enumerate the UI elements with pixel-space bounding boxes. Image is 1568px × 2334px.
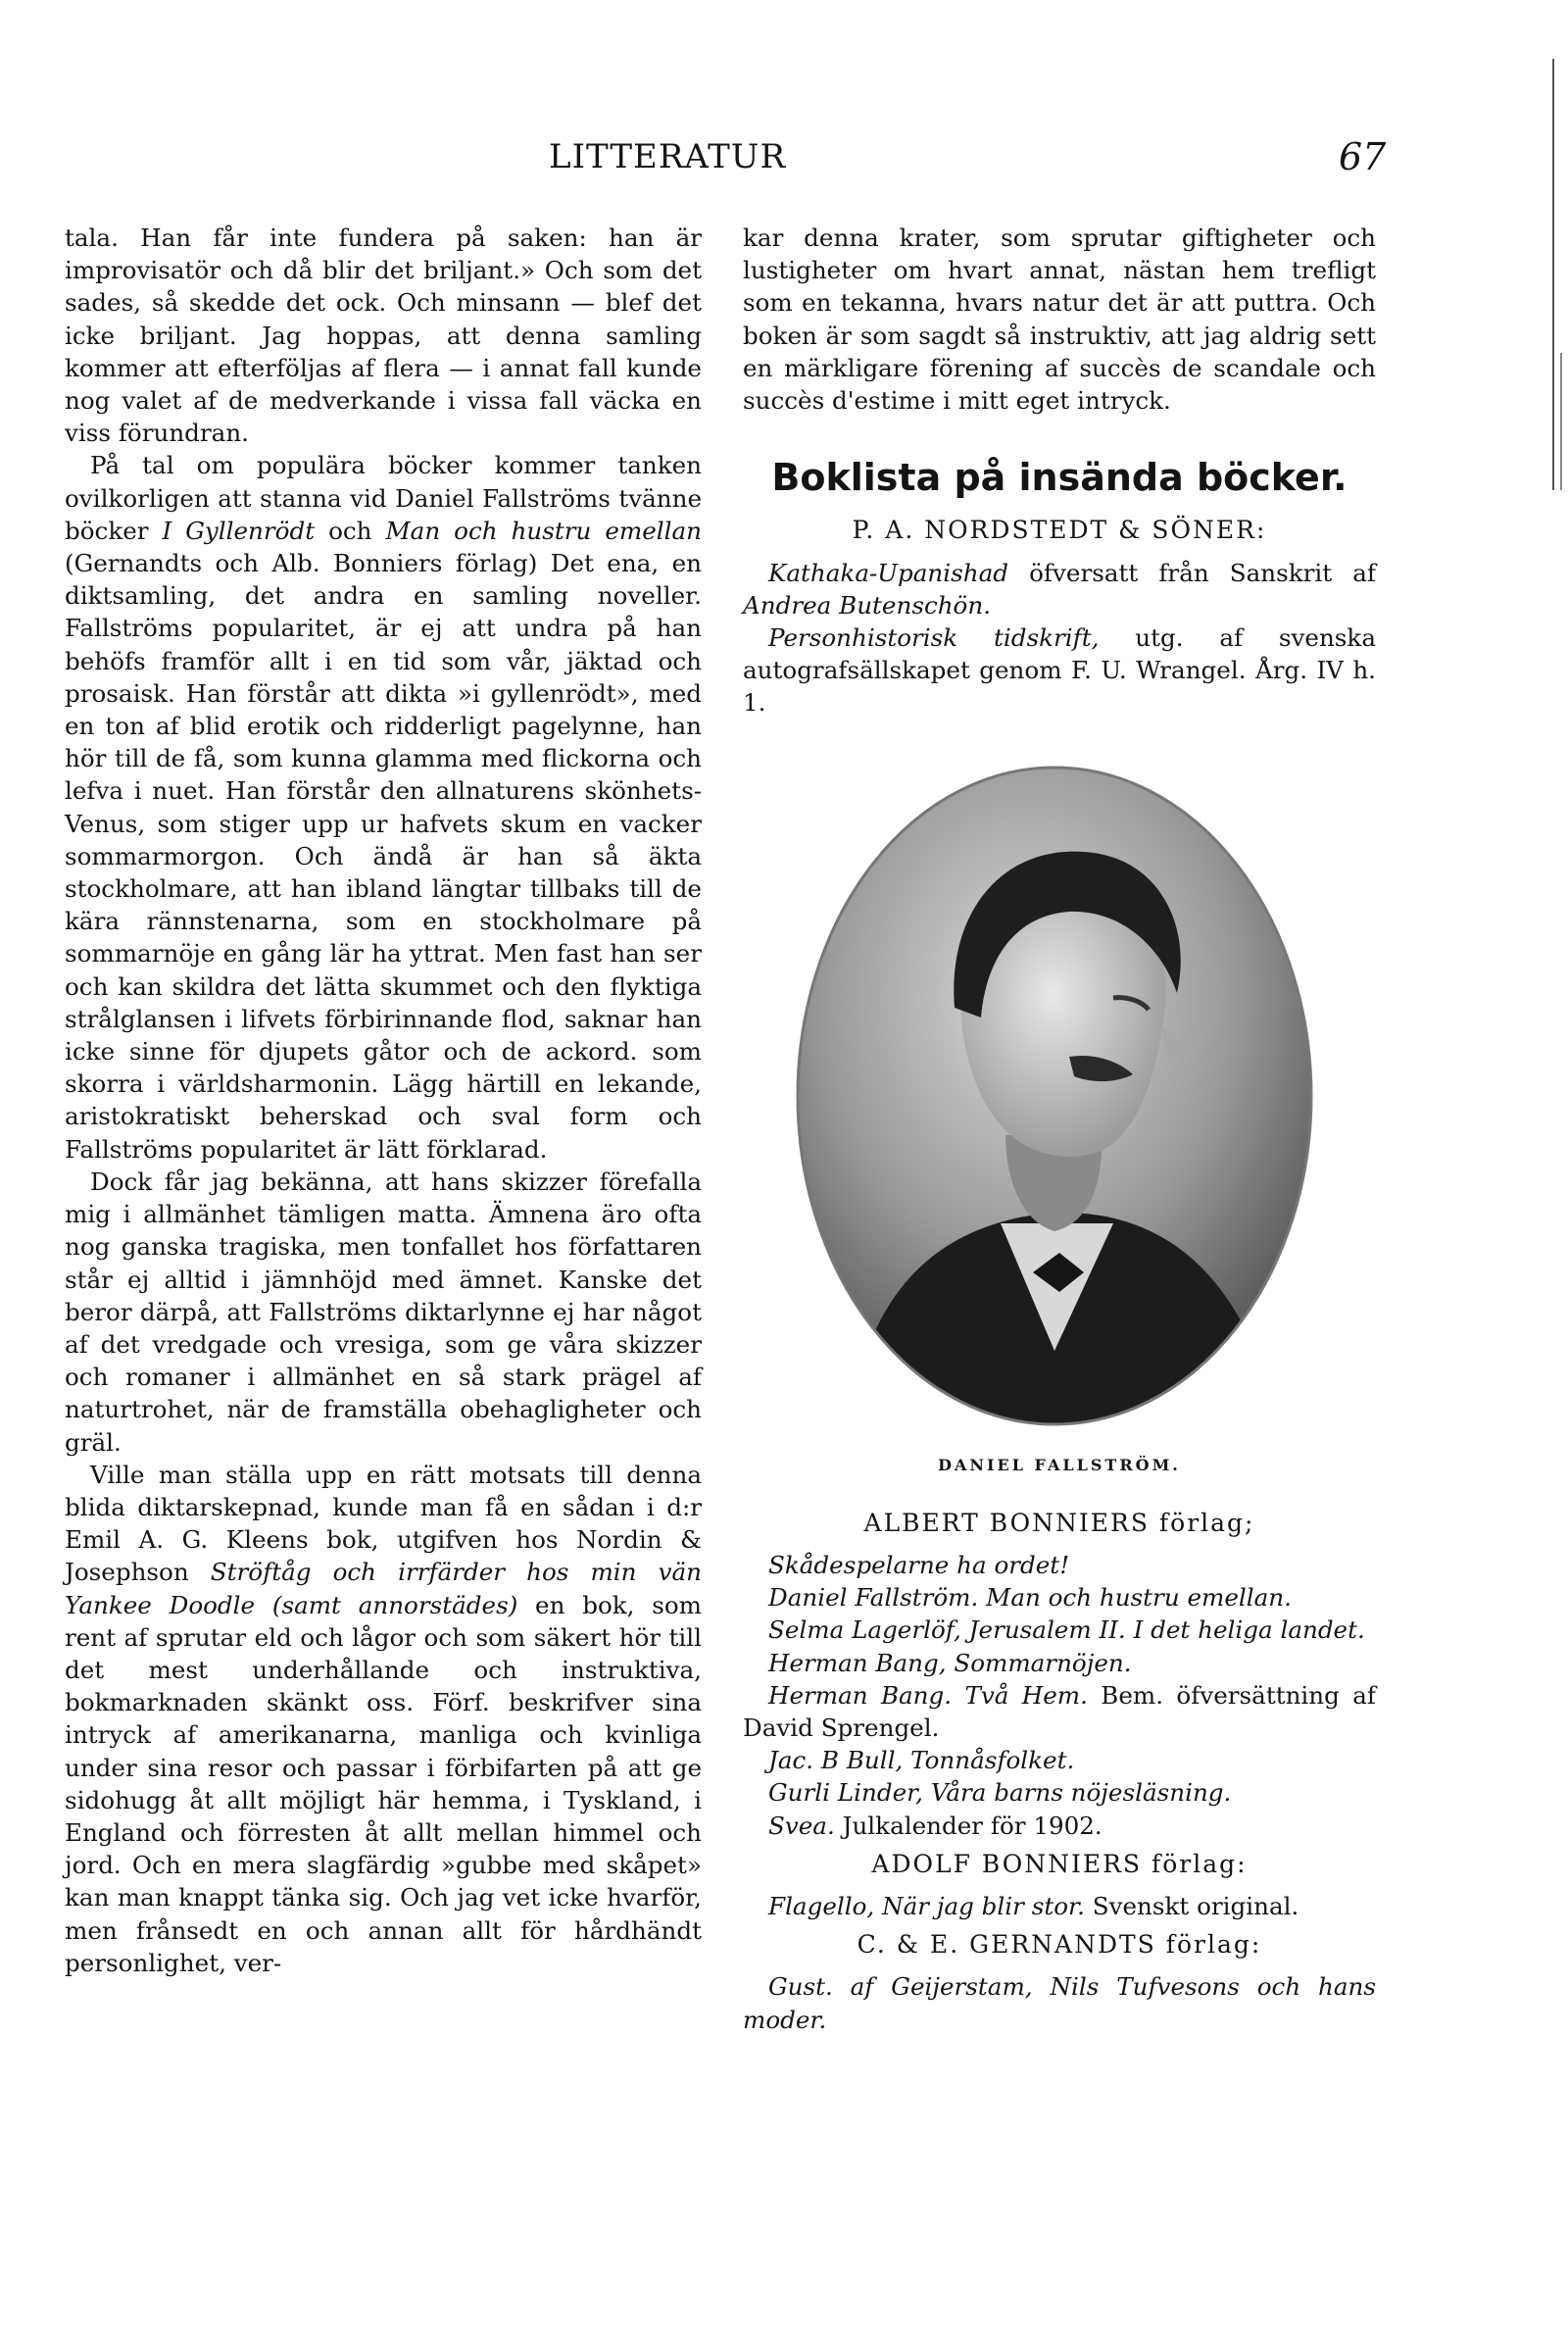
text-run: På tal om populära böcker kommer tanken ovilkorligen att stanna vid Daniel Fallströms tvänne böcker [65,451,702,545]
book-entry [743,557,1376,621]
left-column [65,222,702,1979]
book-title: Flagello, När jag blir stor. [768,1892,1085,1921]
book-entry [743,1890,1376,1922]
book-entry [743,1647,1376,1679]
text-run: (Gernandts och Alb. Bonniers förlag) Det ena, en diktsamling, det andra en samling noveller. Fallströms popularitet, är ej att undra på han behöfs framför allt i en tid som vår, jäktad och prosaisk. Han förstår att dikta »i gyllenrödt», med en ton af blid erotik och ridderligt pagelynne, han hör till de få, som kunna glamma med flickorna och lefva i nuet. Han förstår den allnaturens skönhets-Venus, som stiger upp ur hafvets skum en vacker sommarmorgon. Och ändå är han så äkta stockholmare, att han ibland längtar tillbaks till de kära rännstenarna, som en stockholmare på sommarnöje en gång lär ha yttrat. Men fast han ser och kan skildra det lätta skummet och den flyktiga strålglansen i lifvets förbirinnande flod, saknar han icke sinne för djupets gåtor och de ackord. som skorra i världsharmonin. Lägg härtill en lekande, aristokratiskt beherskad och sval form och Fallströms popularitet är lätt förklarad. [65,549,702,1164]
publisher-heading: ALBERT BONNIERS förlag; [863,1508,1255,1537]
book-entry [743,1776,1376,1809]
portrait-photo [790,763,1319,1429]
book-title: I Gyllenrödt [162,516,316,545]
book-entry [743,621,1376,720]
text-run: utg. af svenska autografsällskapet genom F. U. Wrangel. Årg. IV h. 1. [743,623,1376,718]
text-run: Ville man ställa upp en rätt motsats till denna blida diktarskepnad, kunde man få en sådan i d:r Emil A. G. Kleens bok, utgifven hos Nordin & Josephson [65,1460,702,1587]
book-title: Daniel Fallström. Man och hustru emellan. [768,1583,1292,1613]
book-title: Jac. B Bull, Tonnåsfolket. [768,1746,1075,1775]
book-entry [743,1810,1376,1842]
book-title: Gust. af Geijerstam, Nils Tufvesons och hans moder. [743,1972,1376,2034]
right-column [743,222,1376,2036]
paragraph [65,449,702,1165]
paragraph [65,1459,702,1979]
book-entry [743,1970,1376,2035]
portrait-image [790,763,1319,1429]
text-run: öfversatt från Sanskrit af [1008,558,1376,587]
portrait-caption: DANIEL FALLSTRÖM. [938,1455,1181,1474]
text-run: Svenskt original. [1084,1892,1299,1921]
section-heading: Boklista på insända böcker. [771,456,1348,500]
page-edge-line [1552,59,1554,490]
book-title: Kathaka-Upanishad [768,558,1009,587]
paragraph: tala. Han får inte fundera på saken: han är improvisatör och då blir det briljant.» Och som det sades, så skedde det ock. Och minsann — blef det icke briljant. Jag hoppas, att denna samling kommer att efterföljas af flera — i annat fall kunde nog valet af de medverkande i vissa fall väcka en viss förundran. [65,223,702,448]
book-title: Selma Lagerlöf, Jerusalem II. I det heliga landet. [768,1615,1365,1645]
book-title: Gurli Linder, Våra barns nöjesläsning. [768,1778,1232,1808]
book-entry [743,1744,1376,1776]
text-run: Julkalender för 1902. [834,1811,1102,1840]
book-title: Herman Bang. Två Hem. [768,1680,1088,1710]
book-title: Man och hustru emellan [385,516,703,545]
publisher-heading: ADOLF BONNIERS förlag: [871,1849,1248,1878]
text-run: och [315,516,386,545]
book-title: Ströftåg och irrfärder hos min vän Yankee Doodle (samt annorstädes) [65,1558,703,1619]
paragraph: kar denna krater, som sprutar giftigheter och lustigheter om hvart annat, nästan hem trefligt som en tekanna, hvars natur det är att puttra. Och boken är som sagdt så instruktiv, att jag aldrig sett en märkligare förening af succès de scandale och succès d'estime i mitt eget intryck. [743,223,1376,416]
book-entry [743,1581,1376,1614]
paragraph: Dock får jag bekänna, att hans skizzer förefalla mig i allmänhet tämligen matta. Ämnena äro ofta nog ganska tragiska, men tonfallet hos författaren står ej alltid i jämnhöjd med ämnet. Kanske det beror därpå, att Fallströms diktarlynne ej har något af det vredgade och vresiga, som ge våra skizzer och romaner i allmänhet en så stark prägel af naturtrohet, när de framställa obehagligheter och gräl. [65,1167,702,1457]
book-title: Svea. [768,1811,835,1840]
publisher-heading: P. A. NORDSTEDT & SÖNER: [852,516,1267,545]
page-number: 67 [1339,135,1387,178]
page-edge-line [1560,353,1562,490]
book-entry [743,1679,1376,1744]
text-run: Bem. öfversättning af David Sprengel. [743,1680,1376,1743]
book-title: Skådespelarne ha ordet! [768,1551,1070,1580]
publisher-heading: C. & E. GERNANDTS förlag: [857,1930,1262,1960]
book-title: Personhistorisk tidskrift, [768,623,1100,653]
running-title: LITTERATUR [549,137,787,176]
book-entry [743,1614,1376,1646]
book-entry [743,1549,1376,1581]
author-name: Andrea Butenschön. [743,590,992,620]
text-run: en bok, som rent af sprutar eld och lågor och som säkert hör till det mest underhållande och instruktiva, bokmarknaden skänkt oss. Förf. beskrifver sina intryck af amerikanarna, manliga och kvinliga under sina resor och passar i förbifarten på att ge sidohugg åt allt möjligt här hemma, i Tyskland, i England och förresten åt allt mellan himmel och jord. Och en mera slagfärdig »gubbe med skåpet» kan man knappt tänka sig. Och jag vet icke hvarför, men frånsedt en och annan allt för hårdhändt personlighet, ver- [65,1590,702,1977]
book-title: Herman Bang, Sommarnöjen. [768,1648,1132,1677]
